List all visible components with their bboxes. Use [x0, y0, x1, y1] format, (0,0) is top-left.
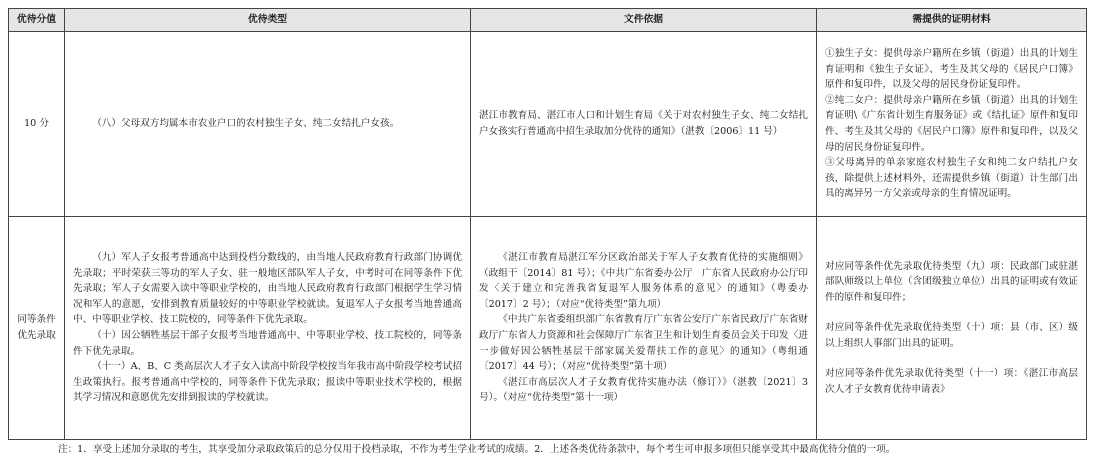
footnote: 注：1．享受上述加分录取的考生，其享受加分录取政策后的总分仅用于投档录取，不作为考生学业考试的成绩。2．上述各类优待条款中，每个考生可申报多项但只能享受其中最高优待分值的一项。	[58, 444, 896, 455]
header-basis: 文件依据	[471, 9, 817, 32]
type-cell	[65, 32, 471, 217]
proof-item-10: 对应同等条件优先录取优待类型（十）项：县（市、区）级以上组织人事部门出具的证明。	[825, 322, 1078, 349]
header-type: 优待类型	[65, 9, 471, 32]
table-header-row	[9, 9, 1087, 32]
table-row	[9, 32, 1087, 217]
basis-item-9: 《湛江市教育局湛江军分区政治部关于军人子女教育优待的实施细则》（政组干〔2014〕81 号）；《中共广东省委办公厅 广东省人民政府办公厅印发〈关于建立和完善我省复退军人服务体系的意见〉的通知》（粤委办〔2017〕2 号）；（对应“优待类型”第九项）	[479, 252, 808, 310]
proof-cell	[817, 32, 1087, 217]
type-item-9: （九）军人子女报考普通高中达到投档分数线的，由当地人民政府教育行政部门协调优先录取；平时荣获三等功的军人子女、驻一般地区部队军人子女，中考时可在同等条件下优先录取；军人子女需要入读中等职业学校的，由当地人民政府教育行政部门根据学生学习情况和军人的意愿，安排到教育质量较好的中等职业学校就读。复退军人子女报考当地普通高中、中等职业学校、技工院校的，同等条件下优先录取。	[73, 252, 462, 326]
type-cell	[65, 217, 471, 440]
score-cell: 10 分	[9, 32, 65, 217]
basis-item-10: 《中共广东省委组织部广东省教育厅广东省公安厅广东省民政厅广东省财政厅广东省人力资源和社会保障厅广东省卫生和计划生育委员会关于印发〈进一步做好因公牺牲基层干部家属关爱帮扶工作的意见〉的通知》（粤组通〔2017〕44 号）；（对应“优待类型”第十项）	[479, 314, 808, 373]
type-item-8: （八）父母双方均属本市农业户口的农村独生子女、纯二女结扎户女孩。	[92, 118, 400, 130]
proof-two-daughters: ②纯二女户：提供母亲户籍所在乡镇（街道）出具的计划生育证明\《广东省计划生育服务证》或《结扎证》原件和复印件、考生及其父母的《居民户口簿》原件和复印件，以及父母的居民身份证复印件。	[825, 94, 1078, 153]
proof-item-11: 对应同等条件优先录取优待类型（十一）项：《湛江市高层次人才子女教育优待申请表》	[825, 368, 1078, 395]
basis-text: 湛江市教育局、湛江市人口和计划生育局《关于对农村独生子女、纯二女结扎户女孩实行普通高中招生录取加分优待的通知》（湛教〔2006〕11 号）	[479, 110, 808, 137]
header-proof: 需提供的证明材料	[817, 9, 1087, 32]
basis-cell	[471, 217, 817, 440]
basis-cell	[471, 32, 817, 217]
proof-item-9: 对应同等条件优先录取优待类型（九）项：民政部门或驻湛部队师级以上单位（含团级独立单位）出具的证明或有效证件的原件和复印件；	[825, 260, 1078, 303]
type-item-10: （十）因公牺牲基层干部子女报考当地普通高中、中等职业学校、技工院校的，同等条件下优先录取。	[73, 330, 462, 357]
proof-only-child: ①独生子女：提供母亲户籍所在乡镇（街道）出具的计划生育证明和《独生子女证》、考生及其父母的《居民户口簿》原件和复印件，以及父母的居民身份证复印件。	[825, 48, 1078, 91]
basis-item-11: 《湛江市高层次人才子女教育优待实施办法（修订）》（湛教〔2021〕3 号）。（对应“优待类型”第十一项）	[479, 376, 808, 404]
header-score: 优待分值	[9, 9, 65, 32]
type-item-11: （十一）A、B、C 类高层次人才子女入读高中阶段学校按当年我市高中阶段学校考试招生政策执行。报考普通高中学校的，同等条件下优先录取；报读中等职业技术学校的，根据其学习情况和意愿优先安排到报读的学校就读。	[73, 361, 462, 404]
proof-divorced-parents: ③父母离异的单亲家庭农村独生子女和纯二女户结扎户女孩，除提供上述材料外，还需提供乡镇（街道）计生部门出具的离异另一方父亲或母亲的生育情况证明。	[825, 157, 1078, 200]
score-cell: 同等条件优先录取	[9, 217, 65, 440]
preferential-policy-table	[8, 8, 1087, 440]
table-row	[9, 217, 1087, 440]
proof-cell	[817, 217, 1087, 440]
